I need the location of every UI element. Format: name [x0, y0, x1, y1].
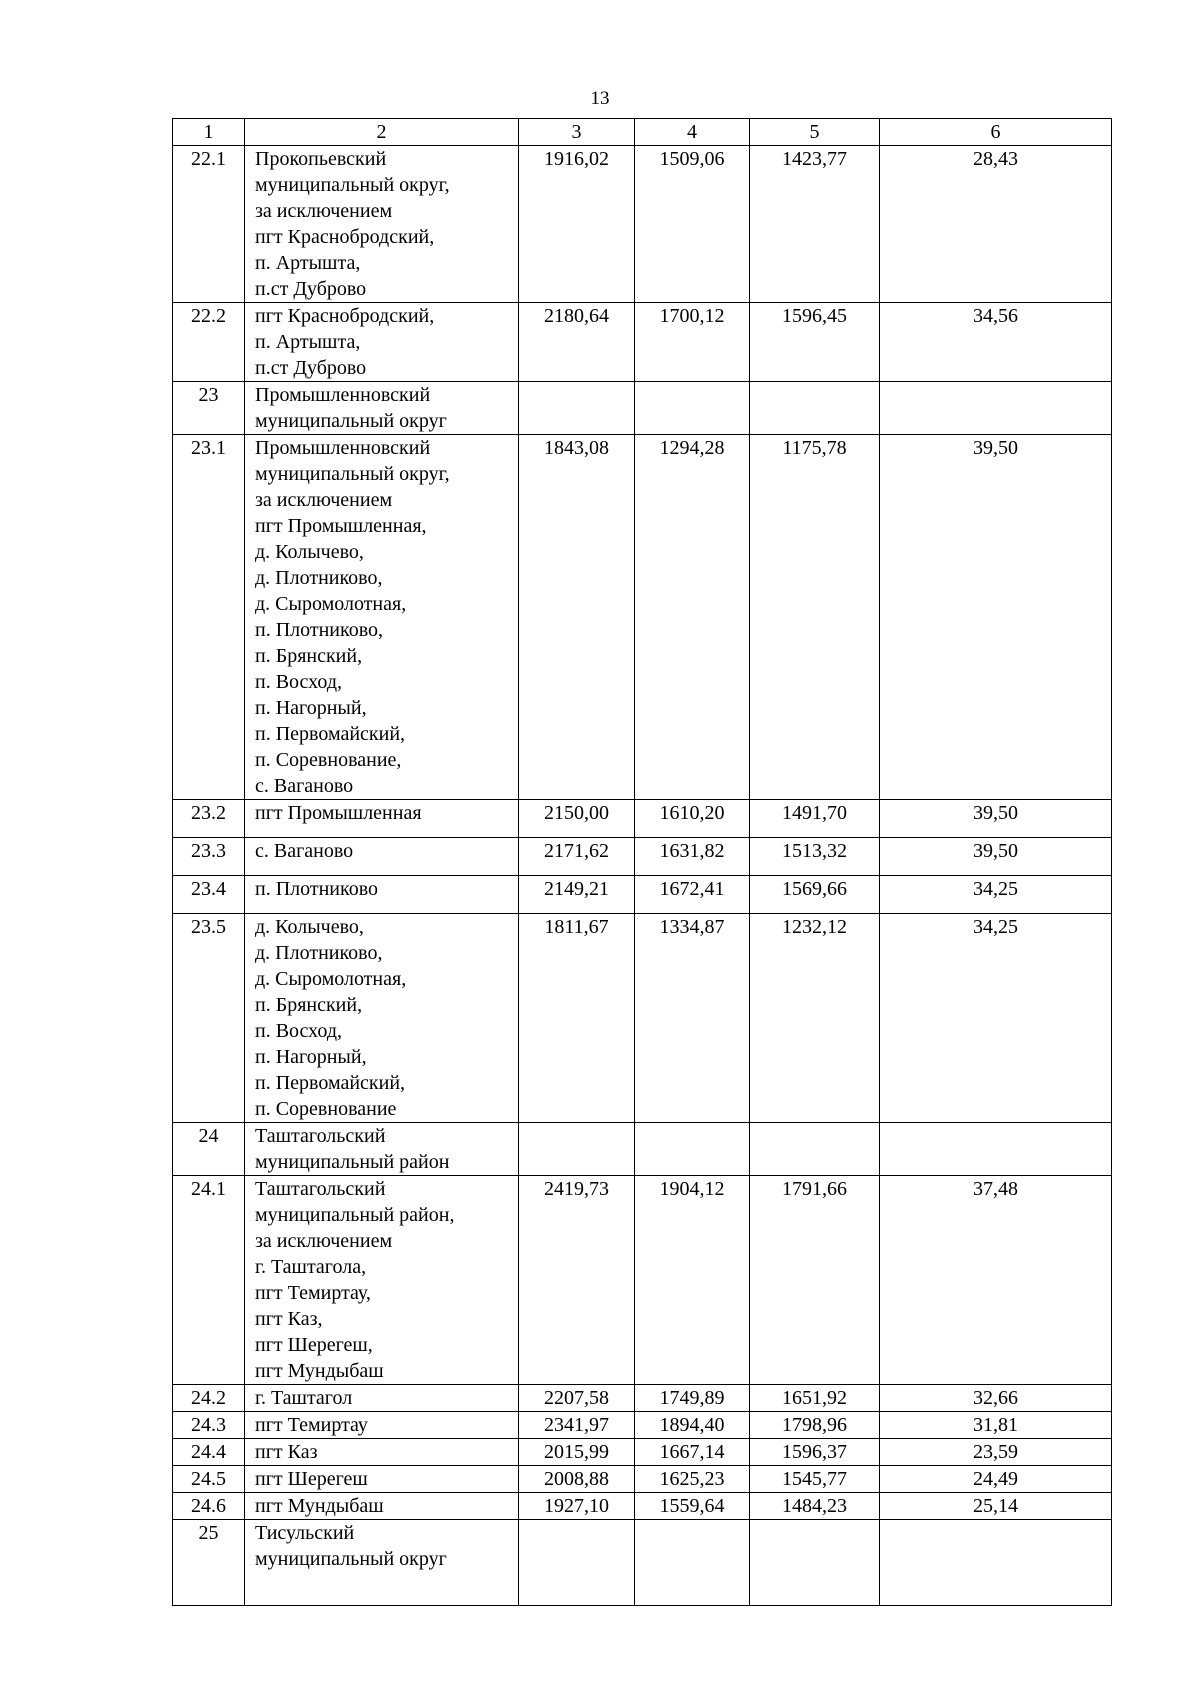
row-value-col5: 1791,66 [750, 1176, 880, 1385]
territory-name-line: за исключением [255, 1230, 393, 1252]
row-value-col6: 28,43 [880, 146, 1112, 303]
table-row [173, 876, 1112, 914]
row-territory-name [245, 838, 519, 876]
territory-name-line: муниципальный округ, [255, 174, 450, 196]
territory-name-line: муниципальный округ [255, 410, 447, 432]
territory-name-line: Прокопьевский [255, 148, 387, 170]
row-value-col4: 1610,20 [635, 800, 750, 838]
row-number: 24.3 [173, 1412, 245, 1439]
row-number: 24.2 [173, 1385, 245, 1412]
column-header: 5 [750, 119, 880, 146]
territory-name-line: п. Первомайский, [255, 1072, 406, 1094]
territory-name-line: п. Брянский, [255, 645, 363, 667]
territory-name-line: пгт Темиртау, [255, 1282, 371, 1304]
row-value-col3: 2171,62 [519, 838, 635, 876]
row-value-col4: 1667,14 [635, 1439, 750, 1466]
row-value-col6 [880, 382, 1112, 435]
row-value-col3: 2015,99 [519, 1439, 635, 1466]
row-number: 24.6 [173, 1493, 245, 1520]
row-value-col3 [519, 1520, 635, 1606]
table-row [173, 1385, 1112, 1412]
table-row [173, 838, 1112, 876]
row-territory-name [245, 1439, 519, 1466]
territory-name-line: п. Восход, [255, 671, 342, 693]
table-row [173, 146, 1112, 303]
territory-name-line: за исключением [255, 200, 393, 222]
row-value-col3: 2207,58 [519, 1385, 635, 1412]
territory-name-line: д. Сыромолотная, [255, 968, 407, 990]
territory-name-line: муниципальный округ [255, 1548, 447, 1570]
row-value-col4: 1672,41 [635, 876, 750, 914]
row-value-col6: 39,50 [880, 800, 1112, 838]
row-value-col4 [635, 1123, 750, 1176]
row-number: 24.5 [173, 1466, 245, 1493]
table-body [173, 119, 1112, 1606]
row-value-col5 [750, 1520, 880, 1606]
territory-name-line: п. Нагорный, [255, 697, 367, 719]
row-value-col5: 1569,66 [750, 876, 880, 914]
row-territory-name [245, 800, 519, 838]
row-value-col4: 1625,23 [635, 1466, 750, 1493]
table-row [173, 1466, 1112, 1493]
row-value-col6: 39,50 [880, 435, 1112, 800]
table-row [173, 382, 1112, 435]
territory-name-line: пгт Шерегеш, [255, 1334, 373, 1356]
territory-name-line: д. Плотниково, [255, 567, 383, 589]
territory-name-line: п. Брянский, [255, 994, 363, 1016]
row-value-col6 [880, 1520, 1112, 1606]
row-territory-name [245, 1123, 519, 1176]
row-value-col4: 1700,12 [635, 303, 750, 382]
column-header: 2 [245, 119, 519, 146]
territory-name-line: пгт Мундыбаш [255, 1360, 384, 1382]
row-territory-name [245, 435, 519, 800]
table-row [173, 914, 1112, 1123]
row-value-col5: 1175,78 [750, 435, 880, 800]
row-value-col5: 1423,77 [750, 146, 880, 303]
page-number: 13 [590, 88, 610, 109]
row-value-col3: 2150,00 [519, 800, 635, 838]
column-header: 1 [173, 119, 245, 146]
territory-name-line: п. Первомайский, [255, 723, 406, 745]
territory-name-line: за исключением [255, 489, 393, 511]
table-row [173, 1520, 1112, 1606]
row-value-col6: 34,56 [880, 303, 1112, 382]
row-value-col5: 1232,12 [750, 914, 880, 1123]
row-value-col6: 23,59 [880, 1439, 1112, 1466]
row-value-col3: 2149,21 [519, 876, 635, 914]
row-number: 24.4 [173, 1439, 245, 1466]
row-value-col4: 1904,12 [635, 1176, 750, 1385]
row-value-col5: 1545,77 [750, 1466, 880, 1493]
row-value-col6: 37,48 [880, 1176, 1112, 1385]
territory-name-line: д. Плотниково, [255, 942, 383, 964]
row-territory-name [245, 1412, 519, 1439]
territory-name-line: п. Артышта, [255, 331, 361, 353]
row-value-col5 [750, 1123, 880, 1176]
row-territory-name [245, 1385, 519, 1412]
row-value-col6: 24,49 [880, 1466, 1112, 1493]
column-header: 4 [635, 119, 750, 146]
row-value-col4 [635, 382, 750, 435]
territory-name-line: д. Колычево, [255, 916, 364, 938]
row-value-col6: 39,50 [880, 838, 1112, 876]
row-territory-name [245, 876, 519, 914]
row-value-col4: 1559,64 [635, 1493, 750, 1520]
territory-name-line: п.ст Дуброво [255, 357, 367, 379]
row-value-col6: 32,66 [880, 1385, 1112, 1412]
territory-name-line: пгт Каз [255, 1441, 318, 1463]
row-value-col5: 1491,70 [750, 800, 880, 838]
territory-name-line: с. Ваганово [255, 775, 354, 797]
territory-name-line: п. Соревнование [255, 1098, 397, 1120]
row-value-col6 [880, 1123, 1112, 1176]
row-number: 23.5 [173, 914, 245, 1123]
row-territory-name [245, 1520, 519, 1606]
row-number: 23.2 [173, 800, 245, 838]
row-value-col3: 2180,64 [519, 303, 635, 382]
table-row [173, 800, 1112, 838]
territory-name-line: п.ст Дуброво [255, 278, 367, 300]
row-number: 24 [173, 1123, 245, 1176]
row-territory-name [245, 1466, 519, 1493]
row-value-col6: 34,25 [880, 876, 1112, 914]
territory-name-line: пгт Темиртау [255, 1414, 368, 1436]
territory-name-line: г. Таштагол [255, 1387, 353, 1409]
territory-name-line: г. Таштагола, [255, 1256, 367, 1278]
territory-name-line: муниципальный район [255, 1151, 450, 1173]
row-territory-name [245, 1176, 519, 1385]
territory-name-line: пгт Каз, [255, 1308, 323, 1330]
territory-name-line: пгт Краснобродский, [255, 226, 435, 248]
row-number: 23.4 [173, 876, 245, 914]
territory-name-line: п. Восход, [255, 1020, 342, 1042]
row-number: 23.3 [173, 838, 245, 876]
territory-name-line: пгт Шерегеш [255, 1468, 368, 1490]
row-value-col6: 25,14 [880, 1493, 1112, 1520]
row-value-col4 [635, 1520, 750, 1606]
column-header: 6 [880, 119, 1112, 146]
territory-name-line: пгт Мундыбаш [255, 1495, 384, 1517]
row-value-col5: 1513,32 [750, 838, 880, 876]
row-value-col4: 1294,28 [635, 435, 750, 800]
row-territory-name [245, 303, 519, 382]
table-row [173, 1439, 1112, 1466]
territory-name-line: с. Ваганово [255, 840, 354, 862]
territory-name-line: д. Колычево, [255, 541, 364, 563]
row-value-col6: 34,25 [880, 914, 1112, 1123]
table-row [173, 1493, 1112, 1520]
row-value-col6: 31,81 [880, 1412, 1112, 1439]
territory-name-line: пгт Промышленная, [255, 515, 427, 537]
territory-name-line: п. Артышта, [255, 252, 361, 274]
territory-name-line: д. Сыромолотная, [255, 593, 407, 615]
row-value-col5: 1651,92 [750, 1385, 880, 1412]
row-value-col5: 1798,96 [750, 1412, 880, 1439]
table-row [173, 303, 1112, 382]
row-value-col3: 2008,88 [519, 1466, 635, 1493]
row-territory-name [245, 146, 519, 303]
column-header: 3 [519, 119, 635, 146]
territory-name-line: Промышленновский [255, 437, 431, 459]
row-number: 22.1 [173, 146, 245, 303]
row-value-col4: 1749,89 [635, 1385, 750, 1412]
row-value-col3: 2341,97 [519, 1412, 635, 1439]
row-territory-name [245, 1493, 519, 1520]
tariff-table [172, 118, 1112, 1606]
table-row [173, 1176, 1112, 1385]
row-number: 23 [173, 382, 245, 435]
territory-name-line: пгт Промышленная [255, 802, 422, 824]
territory-name-line: п. Плотниково [255, 878, 379, 900]
territory-name-line: п. Плотниково, [255, 619, 384, 641]
territory-name-line: Промышленновский [255, 384, 431, 406]
territory-name-line: муниципальный район, [255, 1204, 455, 1226]
row-number: 24.1 [173, 1176, 245, 1385]
table-row [173, 435, 1112, 800]
territory-name-line: Тисульский [255, 1522, 355, 1544]
table-row [173, 1412, 1112, 1439]
table-row [173, 1123, 1112, 1176]
table-header-row [173, 119, 1112, 146]
row-value-col5 [750, 382, 880, 435]
row-number: 23.1 [173, 435, 245, 800]
row-value-col3 [519, 382, 635, 435]
row-value-col3: 1811,67 [519, 914, 635, 1123]
territory-name-line: пгт Краснобродский, [255, 305, 435, 327]
row-territory-name [245, 382, 519, 435]
territory-name-line: п. Нагорный, [255, 1046, 367, 1068]
row-value-col4: 1334,87 [635, 914, 750, 1123]
row-value-col3 [519, 1123, 635, 1176]
territory-name-line: Таштагольский [255, 1178, 386, 1200]
row-number: 22.2 [173, 303, 245, 382]
row-value-col4: 1631,82 [635, 838, 750, 876]
row-value-col3: 1843,08 [519, 435, 635, 800]
row-territory-name [245, 914, 519, 1123]
row-value-col5: 1484,23 [750, 1493, 880, 1520]
territory-name-line: Таштагольский [255, 1125, 386, 1147]
row-value-col4: 1509,06 [635, 146, 750, 303]
territory-name-line: муниципальный округ, [255, 463, 450, 485]
row-value-col3: 1927,10 [519, 1493, 635, 1520]
territory-name-line: п. Соревнование, [255, 749, 402, 771]
row-value-col3: 1916,02 [519, 146, 635, 303]
row-number: 25 [173, 1520, 245, 1606]
row-value-col5: 1596,45 [750, 303, 880, 382]
row-value-col5: 1596,37 [750, 1439, 880, 1466]
row-value-col3: 2419,73 [519, 1176, 635, 1385]
row-value-col4: 1894,40 [635, 1412, 750, 1439]
